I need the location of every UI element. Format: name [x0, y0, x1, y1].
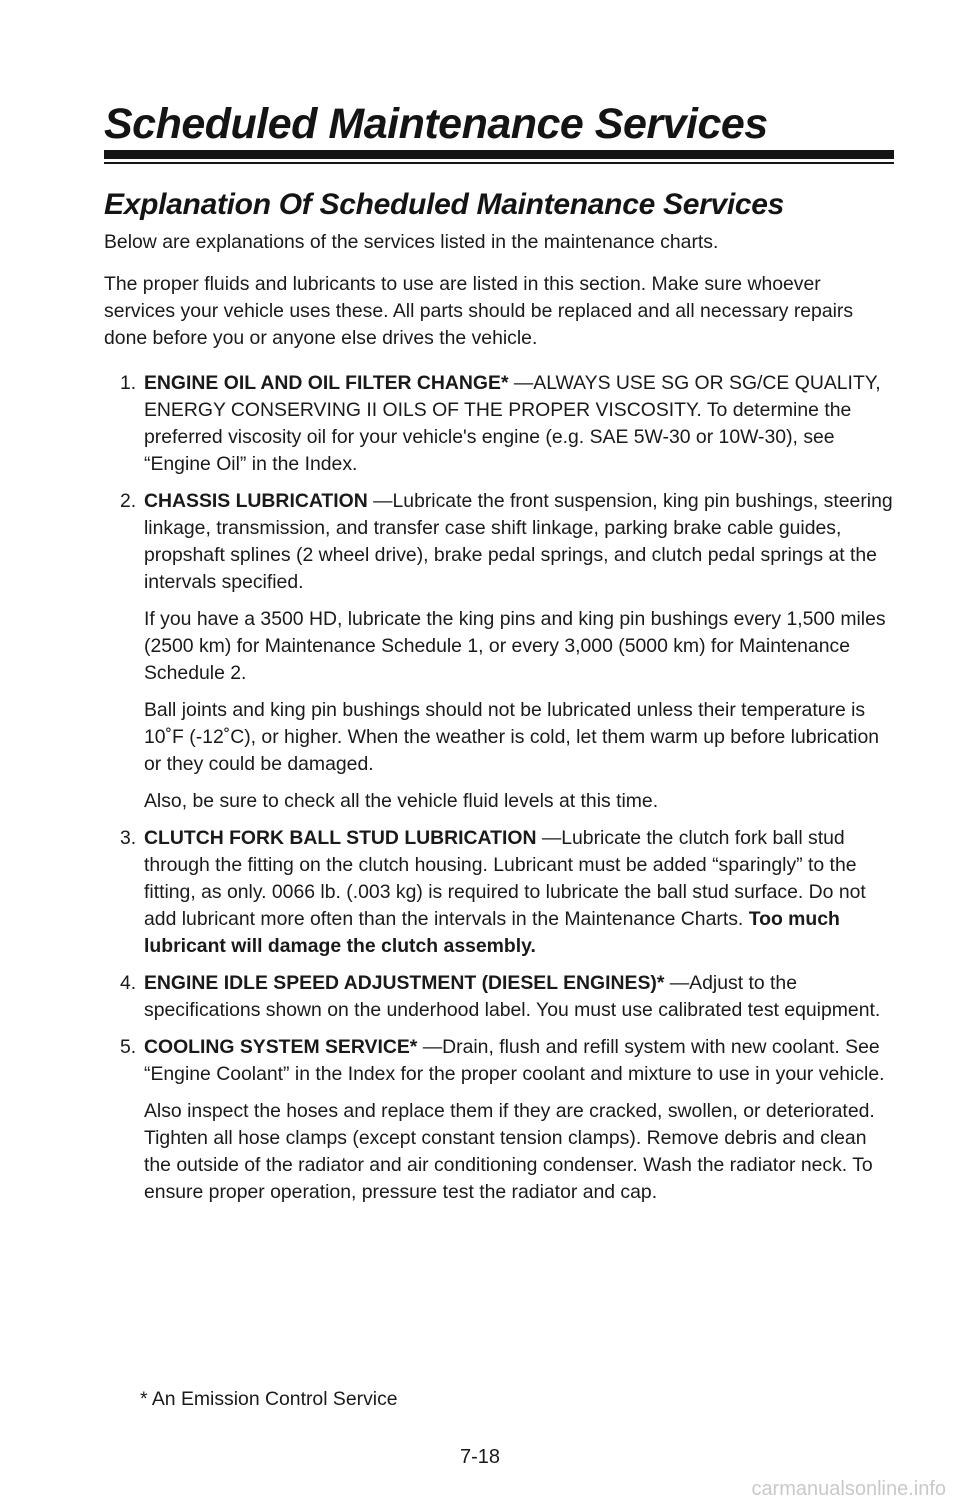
- item-heading: ENGINE OIL AND OIL FILTER CHANGE*: [144, 372, 509, 394]
- title-rule-thick: [104, 150, 894, 159]
- item-text: —Lubricate the front suspension, king pin bushings, steering linkage, transmission, and transfer case shift linkage, parking brake cable guides, propshaft splines (2 wheel drive), brake pedal springs, and clutch pedal springs at the intervals specified.: [144, 490, 893, 593]
- list-item-idle-speed: [104, 970, 894, 1024]
- section-title: Scheduled Maintenance Services: [104, 100, 768, 148]
- item-paragraph: [144, 970, 894, 1024]
- item-number: 4.: [120, 972, 137, 994]
- item-heading: CLUTCH FORK BALL STUD LUBRICATION: [144, 827, 537, 849]
- item-paragraph: [144, 488, 894, 596]
- item-paragraph: Ball joints and king pin bushings should not be lubricated unless their temperature is 10˚F (-12˚C), or higher. When the weather is cold, let them warm up before lubrication or they could be damaged.: [144, 699, 880, 775]
- subsection-title: Explanation Of Scheduled Maintenance Services: [104, 188, 785, 221]
- item-heading: ENGINE IDLE SPEED ADJUSTMENT (DIESEL ENGINES)*: [144, 972, 665, 994]
- list-item-engine-oil: [104, 370, 894, 478]
- item-number: 5.: [120, 1036, 137, 1058]
- item-number: 2.: [120, 490, 137, 512]
- item-paragraph: Also, be sure to check all the vehicle fluid levels at this time.: [144, 790, 659, 812]
- item-warning: Too much lubricant will damage the clutch assembly.: [144, 908, 840, 957]
- item-paragraph: If you have a 3500 HD, lubricate the king pins and king pin bushings every 1,500 miles (2500 km) for Maintenance Schedule 1, or every 3,000 (5000 km) for Maintenance Schedule 2.: [144, 608, 886, 684]
- intro-paragraph-1: Below are explanations of the services listed in the maintenance charts.: [104, 231, 719, 253]
- maintenance-list: [104, 370, 894, 1216]
- item-text: —Lubricate the clutch fork ball stud through the fitting on the clutch housing. Lubricant must be added “sparingly” to the fitting, as only. 0066 lb. (.003 kg) is required to lubricate the ball stud surface. Do not add lubricant more often than the intervals in the Maintenance Charts.: [144, 827, 866, 930]
- footnote: * An Emission Control Service: [140, 1388, 398, 1410]
- intro-paragraph-2: The proper fluids and lubricants to use are listed in this section. Make sure whoever services your vehicle uses these. All parts should be replaced and all necessary repairs done before you or anyone else drives the vehicle.: [104, 273, 854, 349]
- item-paragraph: [144, 370, 894, 478]
- list-item-chassis-lubrication: [104, 488, 894, 815]
- list-item-clutch-fork: [104, 825, 894, 960]
- item-text: —Drain, flush and refill system with new coolant. See “Engine Coolant” in the Index for the proper coolant and mixture to use in your vehicle.: [144, 1036, 885, 1085]
- item-number: 3.: [120, 827, 137, 849]
- item-number: 1.: [120, 372, 137, 394]
- list-item-cooling-system: [104, 1034, 894, 1206]
- item-paragraph: Also inspect the hoses and replace them if they are cracked, swollen, or deteriorated. Tighten all hose clamps (except constant tension clamps). Remove debris and clean the outside of the radiator and air conditioning condenser. Wash the radiator neck. To ensure proper operation, pressure test the radiator and cap.: [144, 1100, 875, 1203]
- item-heading: CHASSIS LUBRICATION: [144, 490, 368, 512]
- item-heading: COOLING SYSTEM SERVICE*: [144, 1036, 418, 1058]
- item-text: —ALWAYS USE SG OR SG/CE QUALITY, ENERGY CONSERVING II OILS OF THE PROPER VISCOSITY. To determine the preferred viscosity oil for your vehicle's engine (e.g. SAE 5W-30 or 10W-30), see “Engine Oil” in the Index.: [144, 372, 881, 475]
- item-paragraph: [144, 1034, 894, 1088]
- page-number: 7-18: [459, 1446, 501, 1468]
- watermark: carmanualsonline.info: [751, 1478, 946, 1500]
- item-text: —Adjust to the specifications shown on the underhood label. You must use calibrated test equipment.: [144, 972, 881, 1021]
- title-rule-thin: [104, 162, 894, 164]
- item-paragraph: [144, 825, 894, 960]
